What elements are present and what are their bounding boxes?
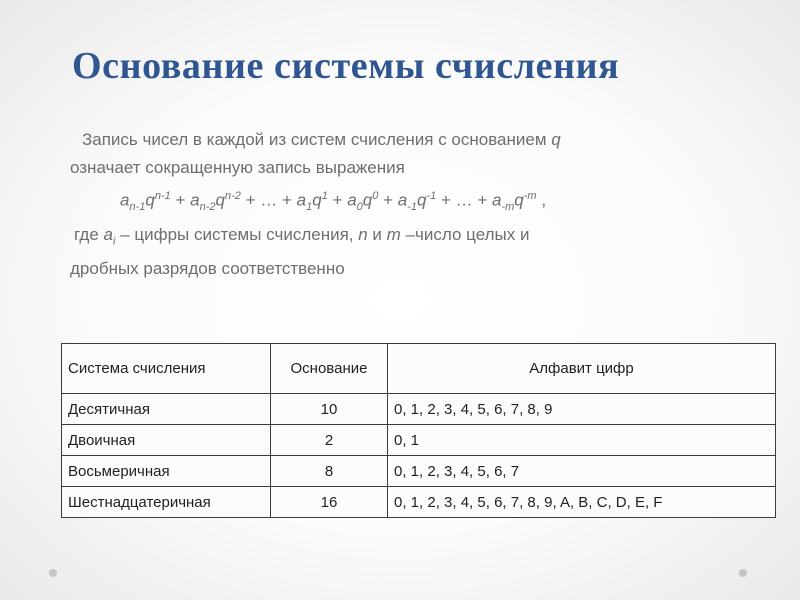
system-alphabet: 0, 1, 2, 3, 4, 5, 6, 7, 8, 9 <box>388 394 776 425</box>
formula-tail: , <box>536 190 547 210</box>
formula-exp: -m <box>523 190 537 202</box>
system-alphabet: 0, 1, 2, 3, 4, 5, 6, 7, 8, 9, A, B, C, D, E, F <box>388 487 776 518</box>
header-system: Система счисления <box>62 344 271 394</box>
intro-line-4-and: и <box>367 225 387 245</box>
formula-plus: + <box>378 190 398 210</box>
system-base: 10 <box>271 394 388 425</box>
table-header-row <box>62 344 776 394</box>
formula-base: q <box>145 190 155 210</box>
formula-exp: n-1 <box>154 190 171 202</box>
formula-base: q <box>215 190 225 210</box>
formula-sub: -1 <box>407 201 417 214</box>
system-base: 16 <box>271 487 388 518</box>
system-alphabet: 0, 1, 2, 3, 4, 5, 6, 7 <box>388 456 776 487</box>
intro-line-4-prefix: где <box>74 225 104 245</box>
system-name: Двоичная <box>62 425 271 456</box>
table-row <box>62 456 776 487</box>
formula-plus: + <box>327 190 348 210</box>
system-name: Восьмеричная <box>62 456 271 487</box>
decorative-dot <box>49 569 57 577</box>
intro-line-1 <box>70 126 730 154</box>
system-name: Десятичная <box>62 394 271 425</box>
formula-exp: 1 <box>321 190 328 202</box>
formula-sub: n-1 <box>129 201 146 214</box>
intro-line-5: дробных разрядов соответственно <box>70 259 345 279</box>
formula-base: q <box>312 190 322 210</box>
formula-ellipsis: + … + <box>240 190 297 210</box>
formula-coef: a <box>397 190 408 210</box>
digit-index: i <box>113 235 116 248</box>
digit-variable: a <box>103 225 114 245</box>
system-alphabet: 0, 1 <box>388 425 776 456</box>
formula-coef: a <box>296 190 307 210</box>
system-base: 2 <box>271 425 388 456</box>
decorative-dot <box>739 569 747 577</box>
formula-coef: a <box>190 190 200 210</box>
intro-text <box>70 126 730 283</box>
intro-line-1-text: Запись чисел в каждой из систем счисления с основанием <box>82 130 552 149</box>
formula-sub: 1 <box>306 201 313 214</box>
formula-exp: n-2 <box>224 190 241 202</box>
formula-ellipsis: + … + <box>436 190 492 210</box>
intro-line-4 <box>70 221 730 255</box>
system-base: 8 <box>271 456 388 487</box>
formula-exp: 0 <box>372 190 379 202</box>
formula-sub: n-2 <box>199 201 216 214</box>
formula-base: q <box>417 190 427 210</box>
header-alphabet: Алфавит цифр <box>388 344 776 394</box>
formula-exp: -1 <box>426 190 437 202</box>
table-row <box>62 425 776 456</box>
formula-plus: + <box>170 190 191 210</box>
table-row <box>62 394 776 425</box>
table-row <box>62 487 776 518</box>
base-variable: q <box>551 130 561 149</box>
formula-coef: a <box>120 190 130 210</box>
formula-base: q <box>362 190 373 210</box>
intro-line-2: означает сокращенную запись выражения <box>70 158 405 177</box>
formula-sub: 0 <box>356 201 363 214</box>
header-base: Основание <box>271 344 388 394</box>
expansion-formula <box>70 182 730 221</box>
formula-sub: -m <box>501 201 515 214</box>
formula-coef: a <box>492 190 502 210</box>
slide-title: Основание системы счисления <box>72 45 620 87</box>
integer-digits-variable: n <box>358 225 368 245</box>
formula-base: q <box>514 190 524 210</box>
system-name: Шестнадцатеричная <box>62 487 271 518</box>
number-systems-table <box>61 343 776 518</box>
fraction-digits-variable: m <box>386 225 401 245</box>
formula-coef: a <box>347 190 357 210</box>
intro-line-4-mid: – цифры системы счисления, <box>115 225 359 245</box>
intro-line-4-suffix: –число целых и <box>400 225 530 245</box>
